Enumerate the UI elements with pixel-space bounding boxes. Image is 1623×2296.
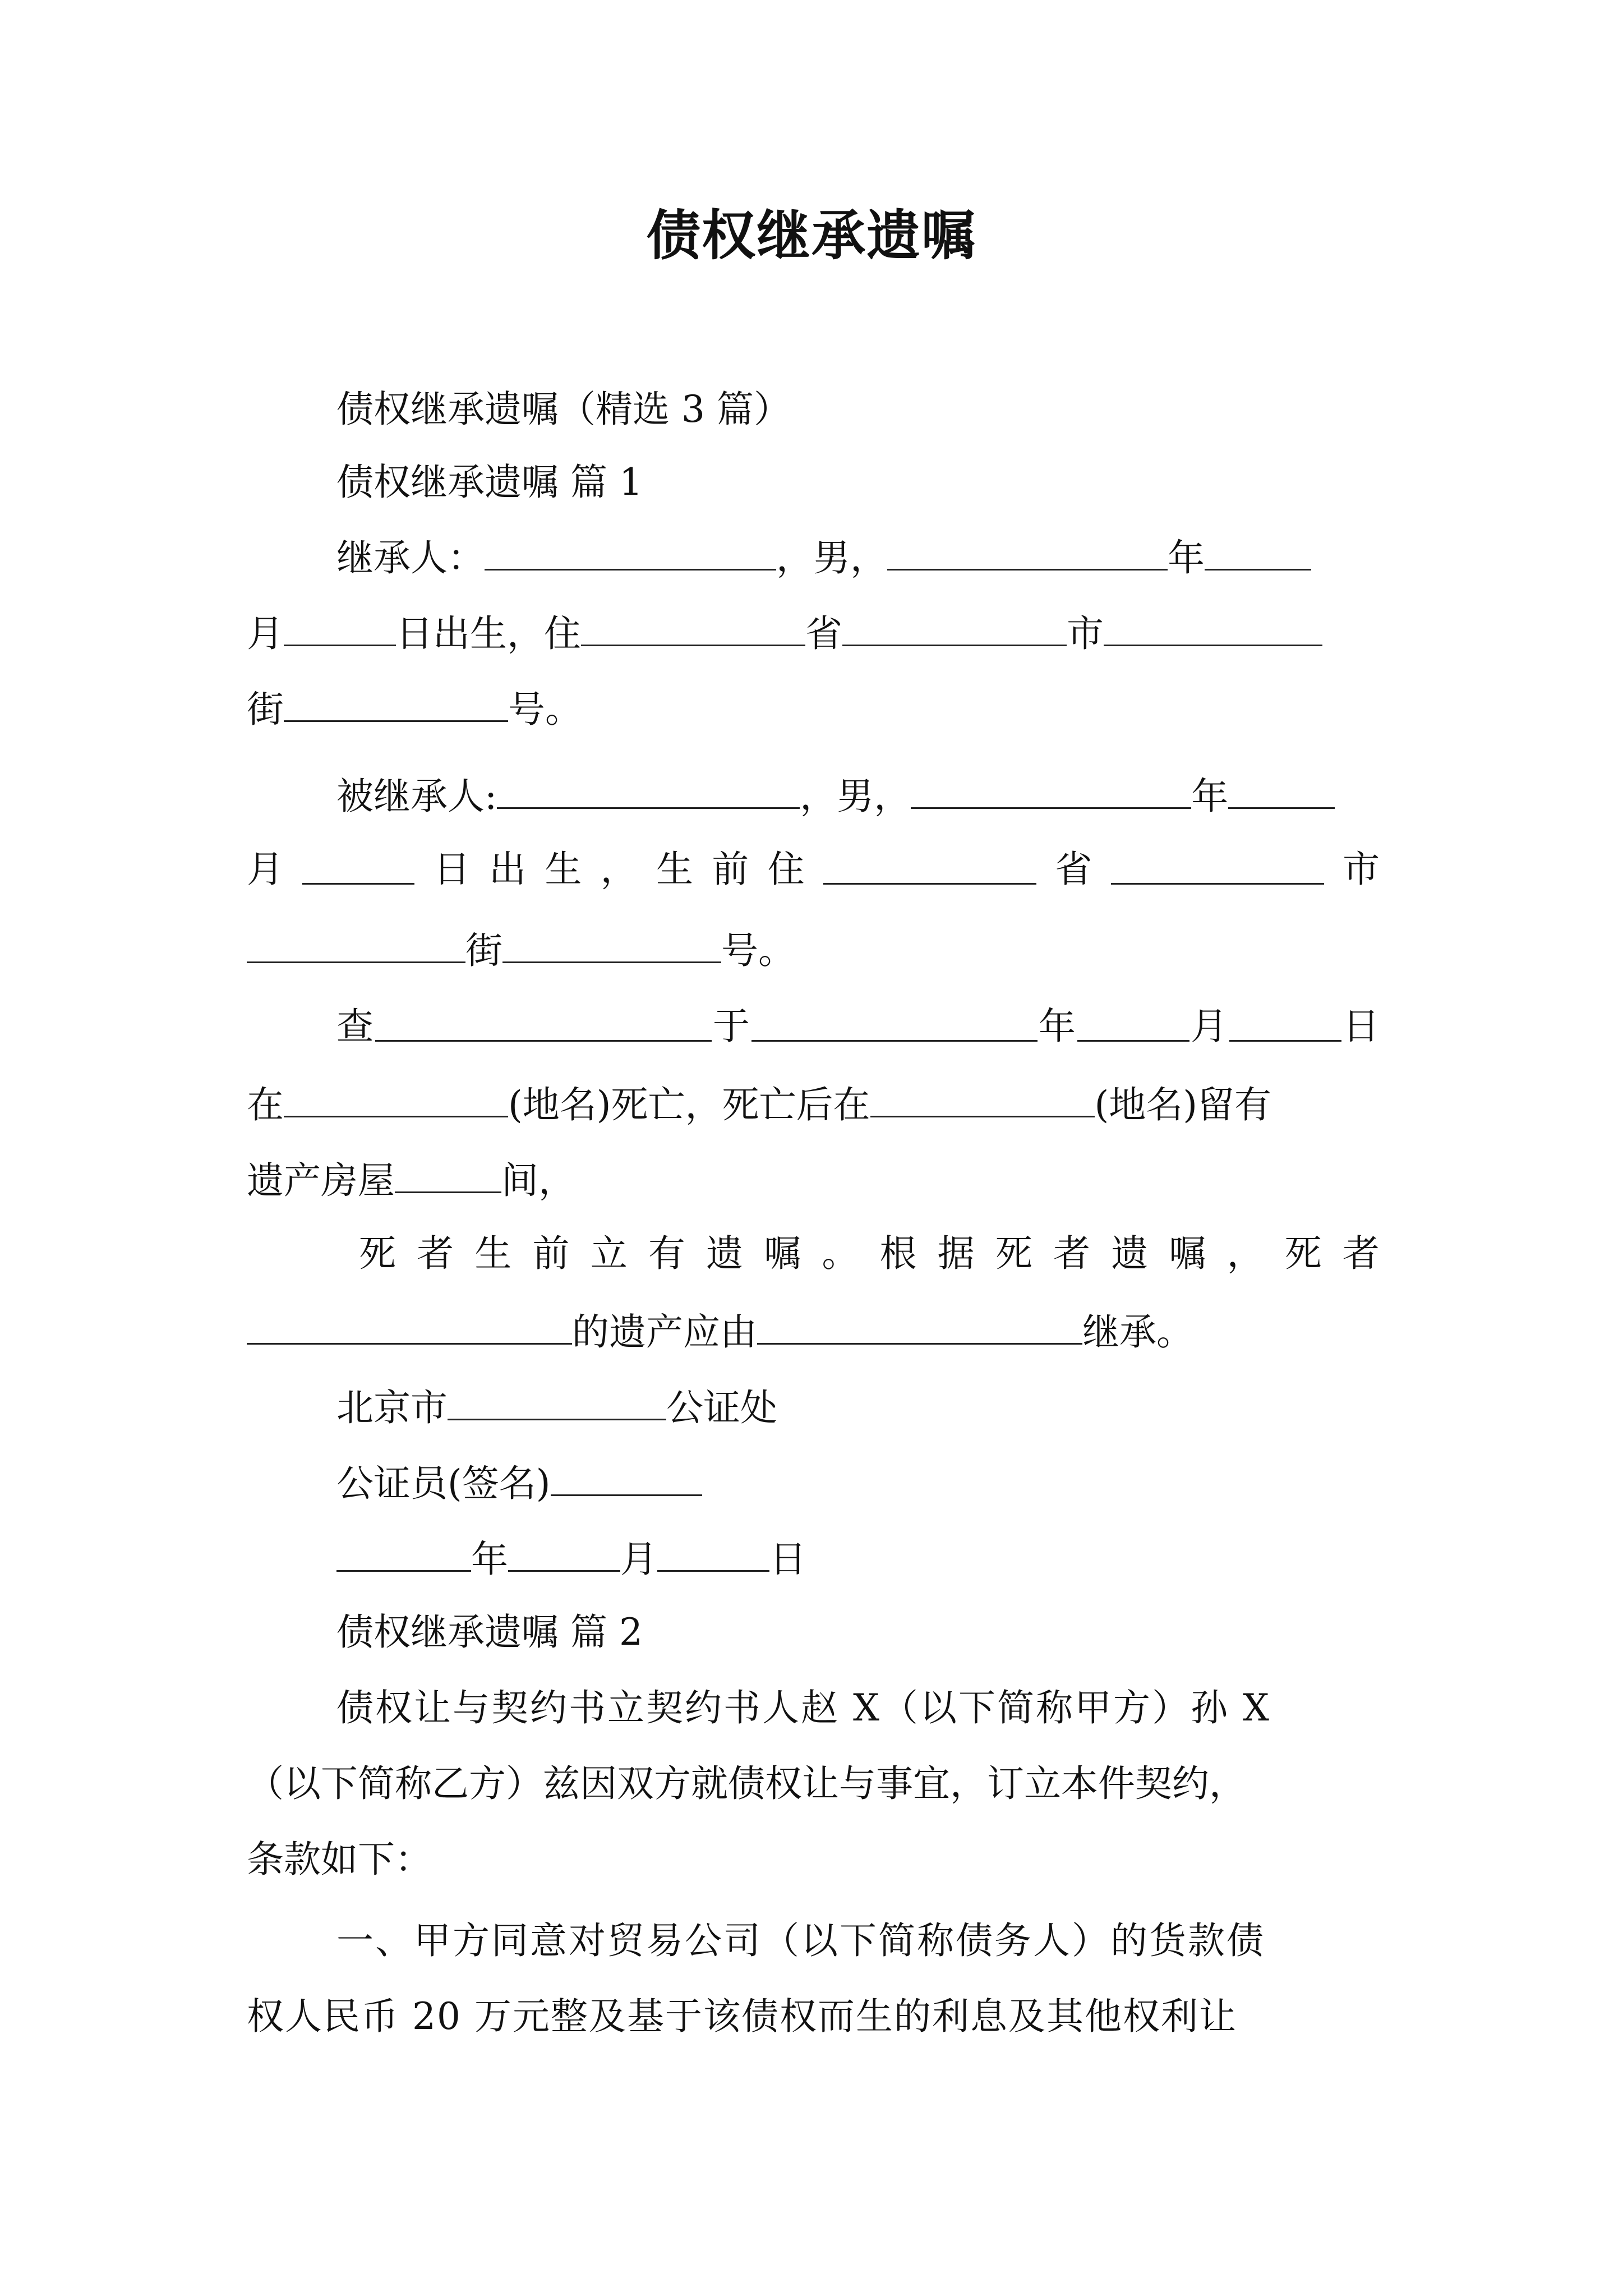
paragraph-2-line-2: （以下简称乙方）兹因双方就债权让与事宜，订立本件契约， xyxy=(247,1762,1246,1805)
heir-name-blank xyxy=(485,527,776,570)
will-line-1: 死 者 生 前 立 有 遗 嘱 。 根 据 死 者 遗 嘱 ， 死 者 xyxy=(359,1232,1380,1275)
section-1-heading: 债权继承遗嘱 篇 1 xyxy=(336,461,643,504)
date-line: 年 月 日 xyxy=(247,1529,1380,1585)
heir-birth-year-blank xyxy=(887,527,1168,570)
heir-line-2: 月 日出生，住 省 市 xyxy=(247,603,1380,659)
notary-signature-line: 公证员(签名) xyxy=(247,1453,1380,1509)
subtitle: 债权继承遗嘱（精选 3 篇） xyxy=(336,388,791,431)
heir-line-3: 街 号。 xyxy=(247,679,1380,735)
check-line-3: 遗产房屋 间， xyxy=(247,1150,1380,1206)
check-line-1: 查 于 年 月 日 xyxy=(247,999,1380,1055)
deceased-line-2: 月 日 出 生 ， 生 前 住 省 市 xyxy=(247,841,1380,898)
paragraph-3-line-1: 一、甲方同意对贸易公司（以下简称债务人）的货款债 xyxy=(336,1919,1265,1962)
paragraph-2-line-1: 债权让与契约书立契约书人赵 X（以下简称甲方）孙 X xyxy=(336,1686,1271,1729)
notary-office-line: 北京市 公证处 xyxy=(247,1377,1380,1433)
deceased-line-3: 街 号。 xyxy=(247,920,1380,976)
check-line-2: 在 (地名)死亡，死亡后在 (地名)留有 xyxy=(247,1074,1380,1130)
paragraph-2-line-3: 条款如下： xyxy=(247,1838,432,1881)
deceased-line-1: 被继承人: ，男， 年 xyxy=(247,766,1380,822)
paragraph-3-line-2: 权人民币 20 万元整及基于该债权而生的利息及其他权利让 xyxy=(247,1995,1237,2038)
will-line-2: 的遗产应由 继承。 xyxy=(247,1301,1380,1358)
heir-line-1: 继承人： ，男， 年 xyxy=(247,527,1380,583)
section-2-heading: 债权继承遗嘱 篇 2 xyxy=(336,1611,643,1654)
heir-birth-month-blank xyxy=(1205,527,1311,570)
document-title: 债权继承遗嘱 xyxy=(647,204,976,267)
